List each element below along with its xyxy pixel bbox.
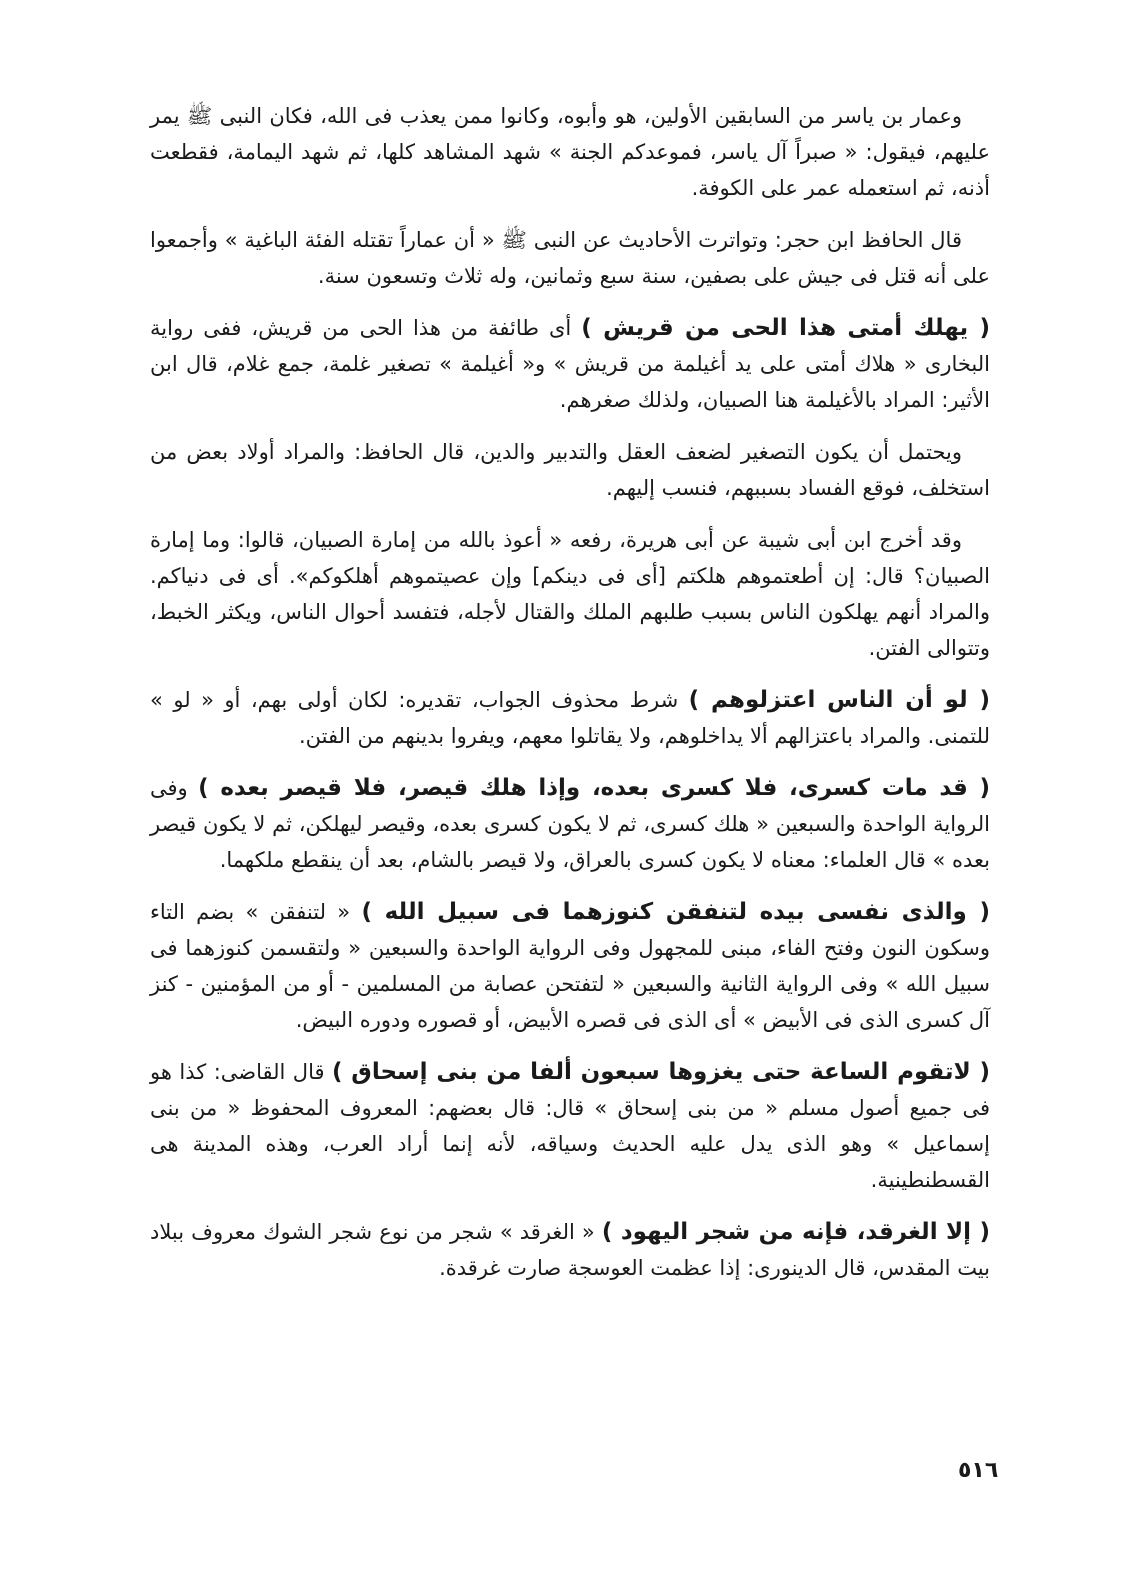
paragraph-text: « الغرقد » شجر من نوع شجر الشوك معروف ببلاد بيت المقدس، قال الدينورى: إذا عظمت العوسجة صارت غرقدة. bbox=[150, 1220, 990, 1280]
paragraph-text: « لتنفقن » بضم التاء وسكون النون وفتح الفاء، مبنى للمجهول وفى الرواية الواحدة والسبعين « ولتقسمن كنوزهما فى سبيل الله » وفى الرواية الثانية والسبعين « لتفتحن عصابة من المسلمين - أو من المؤمنين - كنز آل كسرى الذى فى الأبيض » أى الذى فى قصره الأبيض، أو قصوره ودوره البيض. bbox=[150, 900, 990, 1032]
paragraph-bani-ishaq bbox=[150, 1054, 990, 1198]
paragraph-text: قال الحافظ ابن حجر: وتواترت الأحاديث عن النبى ﷺ « أن عماراً تقتله الفئة الباغية » وأجمعوا على أنه قتل فى جيش على بصفين، سنة سبع وثمانين، وله ثلاث وتسعون سنة. bbox=[150, 228, 990, 288]
paragraph-text: وقد أخرج ابن أبى شيبة عن أبى هريرة، رفعه « أعوذ بالله من إمارة الصبيان، قالوا: وما إمارة الصبيان؟ قال: إن أطعتموهم هلكتم [أى فى دينكم] وإن عصيتموهم أهلكوكم». أى فى دنياكم. والمراد أنهم يهلكون الناس بسبب طلبهم الملك والقتال لأجله، فتفسد أحوال الناس، ويكثر الخبط، وتتوالى الفتن. bbox=[150, 528, 990, 660]
paragraph-yuhlik-ummati bbox=[150, 310, 990, 418]
paragraph-text: شرط محذوف الجواب، تقديره: لكان أولى بهم، أو « لو » للتمنى. والمراد باعتزالهم ألا يداخلوهم، ولا يقاتلوا معهم، ويفروا بدينهم من الفتن. bbox=[150, 688, 990, 748]
paragraph-ammar-bio bbox=[150, 98, 990, 206]
paragraph-gharqad bbox=[150, 1214, 990, 1286]
hadith-heading: ( إلا الغرقد، فإنه من شجر اليهود ) bbox=[601, 1219, 990, 1245]
paragraph-tasghir bbox=[150, 434, 990, 506]
hadith-heading: ( يهلك أمتى هذا الحى من قريش ) bbox=[581, 315, 990, 341]
hadith-heading: ( لاتقوم الساعة حتى يغزوها سبعون ألفا من بنى إسحاق ) bbox=[331, 1059, 990, 1085]
paragraph-itizal bbox=[150, 682, 990, 754]
paragraph-text: وفى الرواية الواحدة والسبعين « هلك كسرى، ثم لا يكون كسرى بعده، وقيصر ليهلكن، ثم لا يكون قيصر بعده » قال العلماء: معناه لا يكون كسرى بالعراق، ولا قيصر بالشام، بعد أن ينقطع ملكهما. bbox=[150, 776, 990, 872]
paragraph-imarat-sibyan bbox=[150, 522, 990, 666]
paragraph-text: أى طائفة من هذا الحى من قريش، ففى رواية البخارى « هلاك أمتى على يد أغيلمة من قريش » و« أغيلمة » تصغير غلمة، جمع غلام، قال ابن الأثير: المراد بالأغيلمة هنا الصبيان، ولذلك صغرهم. bbox=[150, 316, 990, 412]
paragraph-kisra-qaysar bbox=[150, 770, 990, 878]
paragraph-text: قال القاضى: كذا هو فى جميع أصول مسلم « من بنى إسحاق » قال: قال بعضهم: المعروف المحفوظ « من بنى إسماعيل » وهو الذى يدل عليه الحديث وسياقه، لأنه إنما أراد العرب، وهذه المدينة هى القسطنطينية. bbox=[150, 1060, 990, 1192]
paragraph-kunuz bbox=[150, 894, 990, 1038]
paragraph-ibn-hajar bbox=[150, 222, 990, 294]
hadith-heading: ( قد مات كسرى، فلا كسرى بعده، وإذا هلك قيصر، فلا قيصر بعده ) bbox=[198, 775, 991, 801]
hadith-heading: ( والذى نفسى بيده لتنفقن كنوزهما فى سبيل الله ) bbox=[361, 899, 990, 925]
hadith-heading: ( لو أن الناس اعتزلوهم ) bbox=[688, 687, 990, 713]
page-body bbox=[150, 98, 990, 1302]
page-number: ٥١٦ bbox=[958, 1458, 999, 1483]
paragraph-text: ويحتمل أن يكون التصغير لضعف العقل والتدبير والدين، قال الحافظ: والمراد أولاد بعض من استخلف، فوقع الفساد بسببهم، فنسب إليهم. bbox=[150, 440, 990, 500]
paragraph-text: وعمار بن ياسر من السابقين الأولين، هو وأبوه، وكانوا ممن يعذب فى الله، فكان النبى ﷺ يمر عليهم، فيقول: « صبراً آل ياسر، فموعدكم الجنة » شهد المشاهد كلها، ثم شهد اليمامة، فقطعت أذنه، ثم استعمله عمر على الكوفة. bbox=[150, 104, 990, 200]
